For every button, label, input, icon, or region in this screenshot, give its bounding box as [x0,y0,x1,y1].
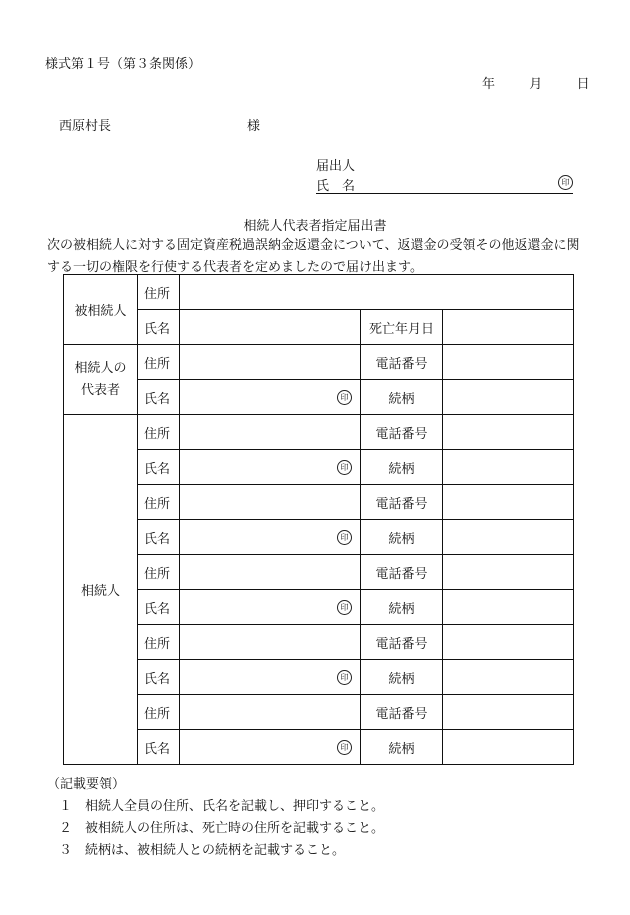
heir-phone-field[interactable] [443,415,574,450]
heir-name-field[interactable] [180,730,361,765]
name-label: 氏名 [138,730,180,765]
relationship-label: 続柄 [361,590,443,625]
relationship-label: 続柄 [361,520,443,555]
notes-heading: （記載要領） [47,777,126,792]
heir-address-field[interactable] [180,695,361,730]
date-day-label: 日 [576,77,590,92]
seal-icon: 印 [337,530,352,545]
seal-icon: 印 [337,670,352,685]
table-row [64,730,574,765]
table-row [64,555,574,590]
deceased-name-field[interactable] [180,310,361,345]
heir-name-field[interactable] [180,660,361,695]
note-item: ３ 続柄は、被相続人との続柄を記載すること。 [59,843,346,858]
addressee: 西原村長 [59,119,112,134]
name-label: 氏名 [138,380,180,415]
table-row [64,345,574,380]
heir-name-field[interactable] [180,450,361,485]
table-row [64,380,574,415]
table-row [64,590,574,625]
phone-label: 電話番号 [361,695,443,730]
heirs-table [63,274,574,765]
relationship-label: 続柄 [361,730,443,765]
name-label: 氏名 [138,310,180,345]
table-row [64,695,574,730]
phone-label: 電話番号 [361,555,443,590]
intro-text: 次の被相続人に対する固定資産税過誤納金返還金について、返還金の受領その他返還金に関する一切の権限を行使する代表者を定めましたので届け出ます。 [47,238,580,275]
table-row [64,275,574,310]
table-row [64,450,574,485]
representative-phone-field[interactable] [443,345,574,380]
heir-phone-field[interactable] [443,485,574,520]
name-label: 氏名 [138,450,180,485]
heir-relationship-field[interactable] [443,590,574,625]
date-year-label: 年 [482,77,496,92]
heir-address-field[interactable] [180,485,361,520]
heir-address-field[interactable] [180,555,361,590]
relationship-label: 続柄 [361,380,443,415]
heir-relationship-field[interactable] [443,730,574,765]
note-item: １ 相続人全員の住所、氏名を記載し、押印すること。 [59,799,385,814]
phone-label: 電話番号 [361,625,443,660]
address-label: 住所 [138,695,180,730]
seal-icon: 印 [337,600,352,615]
death-date-field[interactable] [443,310,574,345]
heir-relationship-field[interactable] [443,450,574,485]
applicant-name-field[interactable] [316,175,573,194]
representative-label: 相続人の 代表者 [64,345,138,415]
name-label: 氏名 [138,590,180,625]
table-row [64,485,574,520]
name-label: 氏名 [138,660,180,695]
note-item: ２ 被相続人の住所は、死亡時の住所を記載すること。 [59,821,385,836]
heir-phone-field[interactable] [443,695,574,730]
table-row [64,625,574,660]
address-label: 住所 [138,345,180,380]
seal-icon: 印 [558,175,573,190]
date-month-label: 月 [529,77,543,92]
table-row [64,660,574,695]
heir-address-field[interactable] [180,625,361,660]
address-label: 住所 [138,275,180,310]
form-number: 様式第１号（第３条関係） [45,57,202,72]
death-date-label: 死亡年月日 [361,310,443,345]
applicant-label: 届出人 [316,159,356,174]
applicant-name-label: 氏 名 [316,179,356,194]
address-label: 住所 [138,415,180,450]
representative-address-field[interactable] [180,345,361,380]
representative-relationship-field[interactable] [443,380,574,415]
table-row [64,310,574,345]
heir-address-field[interactable] [180,415,361,450]
heir-phone-field[interactable] [443,625,574,660]
table-row [64,520,574,555]
relationship-label: 続柄 [361,660,443,695]
address-label: 住所 [138,485,180,520]
seal-icon: 印 [337,740,352,755]
date-line [482,73,590,92]
phone-label: 電話番号 [361,345,443,380]
heir-name-field[interactable] [180,520,361,555]
deceased-label: 被相続人 [64,275,138,345]
heirs-label: 相続人 [64,415,138,765]
phone-label: 電話番号 [361,415,443,450]
seal-icon: 印 [337,390,352,405]
heir-name-field[interactable] [180,590,361,625]
seal-icon: 印 [337,460,352,475]
heir-relationship-field[interactable] [443,660,574,695]
table-row [64,415,574,450]
address-label: 住所 [138,625,180,660]
phone-label: 電話番号 [361,485,443,520]
heir-phone-field[interactable] [443,555,574,590]
representative-name-field[interactable] [180,380,361,415]
relationship-label: 続柄 [361,450,443,485]
deceased-address-field[interactable] [180,275,574,310]
honorific: 様 [247,119,261,134]
address-label: 住所 [138,555,180,590]
document-title: 相続人代表者指定届出書 [243,219,387,234]
name-label: 氏名 [138,520,180,555]
notes-section [47,774,384,862]
heir-relationship-field[interactable] [443,520,574,555]
